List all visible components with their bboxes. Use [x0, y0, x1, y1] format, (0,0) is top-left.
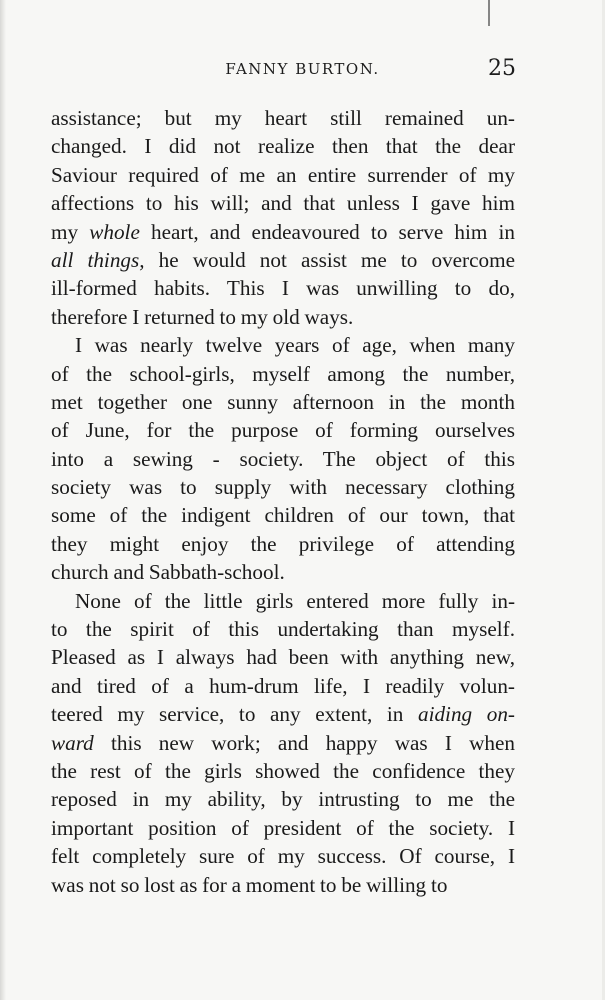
text-line: of the school-girls, myself among the number, [51, 361, 515, 386]
text-line: important position of president of the society. I [51, 815, 515, 840]
text-line: the rest of the girls showed the confidence they [51, 758, 515, 783]
text-line: all things, he would not assist me to overcome [51, 247, 515, 272]
text-line: some of the indigent children of our town, that [51, 503, 515, 528]
scan-mark [488, 0, 490, 26]
page-edge-shadow [0, 0, 6, 1000]
text-line: teered my service, to any extent, in aiding on- [51, 702, 515, 727]
paragraph [51, 331, 515, 587]
italic-text: aiding on- [417, 702, 515, 727]
text-line: church and Sabbath-school. [51, 560, 285, 585]
text-line: therefore I returned to my old ways. [51, 304, 354, 329]
text-line: affections to his will; and that unless I gave him [51, 191, 515, 216]
text-line: None of the little girls entered more fully in- [75, 588, 515, 613]
text-line: to the spirit of this undertaking than myself. [51, 617, 515, 642]
text-line: assistance; but my heart still remained un- [51, 106, 515, 130]
italic-text: ward [51, 730, 94, 755]
text-line: felt completely sure of my success. Of course, I [51, 844, 515, 869]
text-line: reposed in my ability, by intrusting to me the [51, 787, 515, 812]
text-line: Pleased as I always had been with anything new, [51, 645, 515, 670]
text-line: ill-formed habits. This I was unwilling to do, [51, 276, 515, 301]
italic-text: whole [89, 219, 140, 244]
text-line: I was nearly twelve years of age, when many [75, 333, 515, 358]
page-number: 25 [488, 56, 516, 81]
text-line: society was to supply with necessary clothing [51, 475, 515, 500]
text-line: was not so lost as for a moment to be willing to [51, 872, 448, 897]
text-line: my whole heart, and endeavoured to serve him in [51, 219, 516, 244]
text-line: changed. I did not realize then that the dear [51, 134, 515, 159]
running-title: FANNY BURTON. [225, 60, 380, 78]
body-text [51, 104, 515, 899]
paragraph [51, 587, 515, 899]
paragraph [51, 104, 515, 331]
text-line: ward this new work; and happy was I when [51, 730, 515, 755]
text-line: of June, for the purpose of forming ourselves [51, 418, 515, 443]
text-line: Saviour required of me an entire surrender of my [51, 162, 515, 187]
text-line: and tired of a hum-drum life, I readily volun- [51, 673, 515, 698]
italic-text: all things, [51, 247, 145, 272]
text-line: they might enjoy the privilege of attending [51, 531, 515, 556]
text-line: met together one sunny afternoon in the month [51, 389, 515, 414]
text-line: into a sewing - society. The object of this [51, 446, 515, 471]
